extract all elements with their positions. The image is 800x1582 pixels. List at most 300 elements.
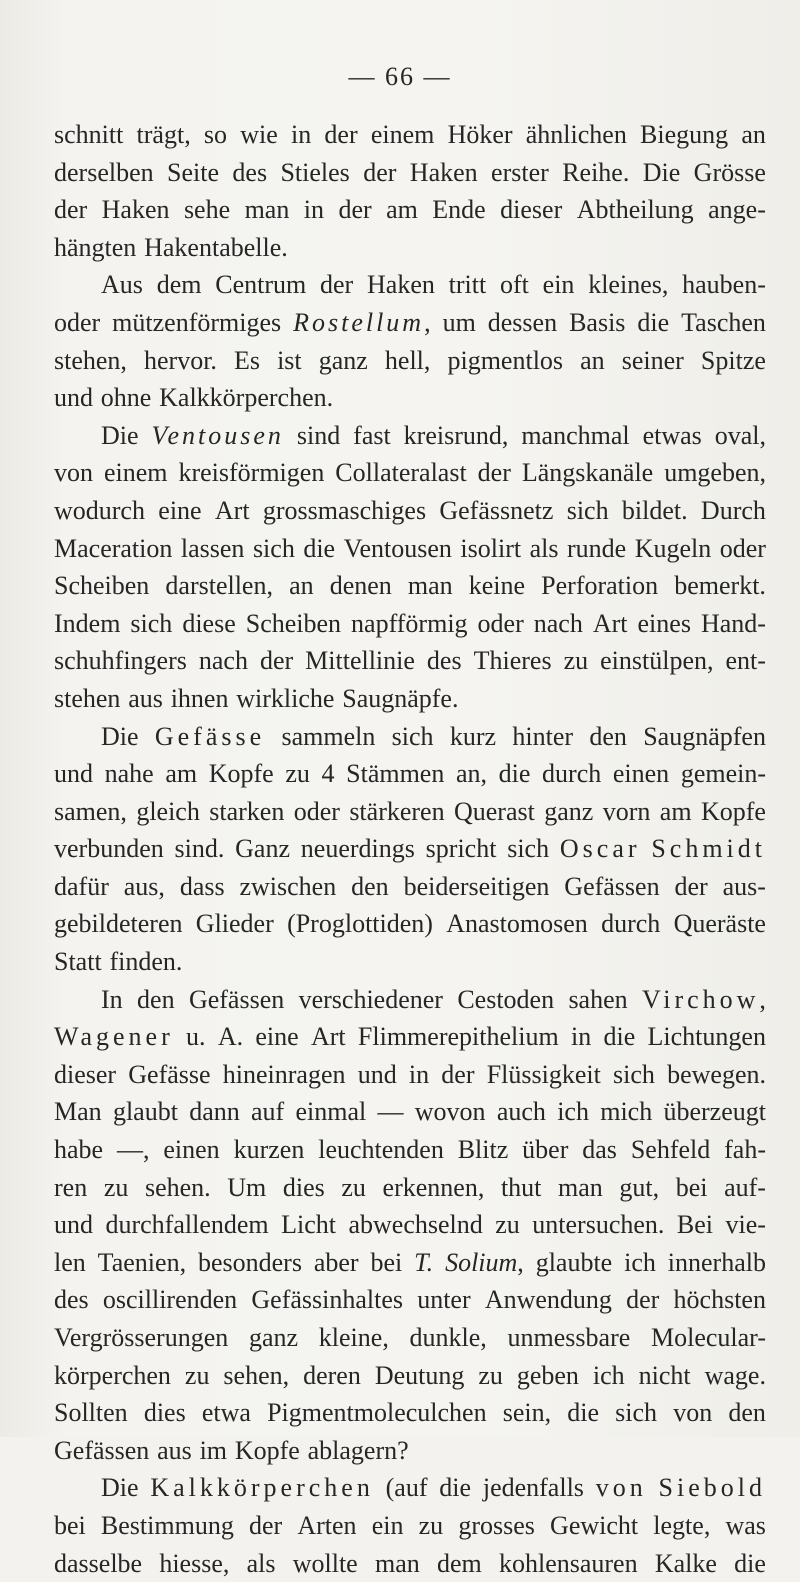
word: Collateralast: [335, 458, 467, 488]
word: Gefässen: [564, 871, 660, 901]
word: oft: [499, 270, 529, 300]
word: finden.: [109, 947, 183, 977]
word: Stieles: [280, 157, 350, 187]
word: man: [407, 571, 453, 601]
word: aus,: [123, 871, 165, 901]
text-line: [54, 530, 766, 568]
word: fast: [353, 420, 391, 450]
word: und: [54, 1210, 93, 1240]
word: Biegung: [640, 120, 729, 149]
word: diese: [182, 608, 236, 638]
word: die: [637, 307, 670, 337]
word: der: [363, 157, 397, 187]
word: seiner: [621, 345, 684, 375]
word: thut: [500, 1172, 542, 1202]
word: kohlensauren: [498, 1548, 638, 1578]
word: Anastomosen: [446, 909, 588, 939]
word: auf-: [724, 1172, 766, 1202]
word: darstellen,: [165, 571, 273, 601]
word: der: [477, 458, 511, 488]
word: habe: [54, 1135, 104, 1165]
word: oscillirenden: [102, 1285, 238, 1315]
word: Die: [101, 420, 139, 450]
word: Kalke: [654, 1548, 717, 1578]
word: —,: [116, 1135, 150, 1165]
word: kreisrund,: [403, 420, 509, 450]
word: einmal: [295, 1097, 367, 1127]
word: zu: [418, 1510, 444, 1540]
word: Hakentabelle.: [144, 232, 288, 262]
word: ich: [624, 1247, 656, 1277]
word: des: [426, 646, 462, 676]
word: der: [248, 1510, 283, 1540]
word: runde: [566, 533, 627, 563]
word: vie-: [725, 1210, 766, 1240]
word: Gefässen: [188, 984, 285, 1014]
word: der: [338, 195, 372, 225]
word: bei: [54, 1510, 86, 1540]
word: zu: [103, 1172, 129, 1202]
word: hell,: [384, 345, 431, 375]
word: Deutung: [374, 1360, 465, 1390]
word: Es: [234, 345, 260, 375]
word: der: [626, 1285, 660, 1315]
word: kleines,: [588, 270, 669, 300]
word: man: [244, 195, 290, 225]
word: hauben-: [682, 270, 766, 300]
word: ihnen: [170, 683, 229, 713]
word: die: [603, 1022, 636, 1052]
word: einem: [370, 120, 435, 149]
word: Durch: [700, 495, 766, 525]
word: in: [570, 1022, 592, 1052]
word: aus-: [722, 871, 766, 901]
text-line: [54, 454, 766, 492]
word: Taenien,: [97, 1247, 187, 1277]
word: bei: [675, 1172, 708, 1202]
word: Flimmerepithelium: [357, 1022, 559, 1052]
word: nach: [198, 646, 248, 676]
word: ich: [592, 1360, 625, 1390]
word: das: [582, 1135, 617, 1165]
word: Haken: [409, 157, 478, 187]
word: Ventousen: [343, 533, 452, 563]
word: sich: [130, 608, 173, 638]
word: eine: [158, 495, 202, 525]
word: Saugnäpfe.: [342, 683, 459, 713]
word: Sollten: [54, 1398, 128, 1428]
word: bemerkt.: [674, 571, 766, 601]
word: innerhalb: [667, 1247, 766, 1277]
word: auf: [251, 1097, 285, 1127]
word: bei: [370, 1247, 403, 1277]
word: man: [374, 1548, 420, 1578]
word: schnitt: [54, 120, 124, 149]
word: dunkle,: [409, 1323, 487, 1352]
word: lassen: [180, 533, 245, 563]
word: beiderseitigen: [403, 871, 550, 901]
word: des: [54, 1285, 89, 1315]
word: zu: [184, 1360, 210, 1390]
text-line: [54, 905, 766, 943]
text-line: [54, 1281, 766, 1319]
word: ganz: [248, 1323, 299, 1352]
word: Mittellinie: [305, 646, 415, 676]
word: am: [165, 759, 198, 789]
word: bildet.: [621, 495, 688, 525]
word: von: [673, 1398, 713, 1428]
word: trägt,: [136, 120, 191, 149]
word: Um: [227, 1172, 267, 1202]
word: hiesse,: [159, 1548, 230, 1578]
word: einen: [612, 759, 670, 789]
word: Scheiben: [245, 608, 342, 638]
text-line: [54, 191, 766, 229]
word: Scheiben: [54, 571, 150, 601]
text-line: [54, 567, 766, 605]
word: napfförmig: [351, 608, 468, 638]
text-line: [54, 417, 766, 455]
word: dies: [282, 1172, 325, 1202]
word: mich: [600, 1097, 653, 1127]
text-line: [54, 868, 766, 906]
word: Arten: [297, 1510, 357, 1540]
word: am: [659, 796, 692, 826]
word: spricht: [425, 834, 497, 864]
word: aus: [128, 683, 163, 713]
text-line: [54, 304, 766, 342]
word: körperchen: [54, 1360, 171, 1390]
word: Kopfe: [208, 759, 274, 789]
word: der: [674, 871, 708, 901]
word: oval,: [714, 420, 766, 450]
word: den: [137, 984, 175, 1014]
word: Art: [592, 608, 628, 638]
word: denen: [329, 571, 392, 601]
word: Glieder: [195, 909, 274, 939]
text-line: [54, 492, 766, 530]
text-line: [54, 1469, 766, 1507]
word: grosses: [458, 1510, 535, 1540]
text-line: [54, 342, 766, 380]
word: geben: [516, 1360, 579, 1390]
word: ganz: [544, 796, 594, 826]
text-line: [54, 793, 766, 831]
word: in: [408, 1059, 430, 1089]
word: den: [589, 721, 627, 751]
word: stehen,: [54, 345, 127, 375]
word: als: [529, 533, 559, 563]
word: deren: [303, 1360, 361, 1390]
text-line: [54, 1432, 766, 1470]
word: starken: [209, 796, 285, 826]
word: Reihe.: [562, 157, 630, 187]
word: Statt: [54, 947, 102, 977]
word: der: [320, 270, 354, 300]
word: Anwendung: [484, 1285, 612, 1315]
word: aber: [313, 1247, 359, 1277]
word: sahen: [568, 984, 628, 1014]
word: sind.: [174, 834, 225, 864]
word: u.: [186, 1022, 206, 1052]
word: erkennen,: [382, 1172, 485, 1202]
word: sich: [507, 834, 550, 864]
word: glaubt: [112, 1097, 178, 1127]
word: wovon: [414, 1097, 486, 1127]
word: gleich: [136, 796, 200, 826]
word: nahe: [104, 759, 154, 789]
text-line: [54, 1244, 766, 1282]
word: die: [498, 759, 531, 789]
word: in: [303, 195, 325, 225]
word: hineinragen: [222, 1059, 346, 1089]
word: in: [290, 120, 312, 149]
word: Schmidt: [651, 834, 766, 864]
word: Thieres: [473, 646, 552, 676]
word: verbunden: [54, 834, 164, 864]
word: Seite: [167, 157, 220, 187]
word: pigmentlos: [447, 345, 564, 375]
word: dass: [179, 871, 225, 901]
word: dieser: [54, 1059, 117, 1089]
text-line: [54, 1394, 766, 1432]
word: ähnlichen: [525, 120, 627, 149]
word: und: [54, 759, 93, 789]
word: A.: [217, 1022, 244, 1052]
word: Ende: [432, 195, 486, 225]
word: einem: [103, 458, 168, 488]
text-line: [54, 1357, 766, 1395]
word: leuchtenden: [318, 1135, 444, 1165]
word: und: [54, 383, 93, 413]
word: Ganz: [235, 834, 291, 864]
word: sich: [613, 1059, 655, 1089]
word: umgeben,: [664, 458, 766, 488]
word: Molecular-: [651, 1323, 766, 1352]
word: einstülpen,: [600, 646, 714, 676]
text-line: [54, 755, 766, 793]
word: Blitz: [457, 1135, 509, 1165]
word: Kopfe: [700, 796, 766, 826]
word: dem: [436, 1548, 482, 1578]
text-line: [54, 1545, 766, 1582]
word: ohne: [100, 383, 152, 413]
word: von: [54, 458, 93, 488]
word: dafür: [54, 871, 109, 901]
word: etwa: [201, 1398, 251, 1428]
word: Gewicht: [550, 1510, 639, 1540]
word: Gefässen: [54, 1435, 150, 1465]
word: gemein-: [680, 759, 766, 789]
word: einen: [163, 1135, 220, 1165]
word: derselben: [54, 157, 154, 187]
word: Indem: [54, 608, 121, 638]
word: Längskanäle: [521, 458, 654, 488]
text-line: [54, 229, 766, 267]
word: Die: [101, 1473, 139, 1503]
word: erster: [491, 157, 549, 187]
body-text: [54, 116, 766, 1582]
word: Queräste: [673, 909, 766, 939]
word: den: [728, 1398, 766, 1428]
word: wie: [240, 120, 278, 149]
word: ich: [557, 1097, 589, 1127]
text-line: [54, 1206, 766, 1244]
word: sammeln: [281, 721, 376, 751]
word: Ventousen: [151, 420, 284, 450]
word: vorn: [602, 796, 651, 826]
word: zu: [495, 1210, 520, 1240]
word: oder: [293, 796, 340, 826]
text-line: [54, 1018, 766, 1056]
word: Sehfeld: [630, 1135, 711, 1165]
word: Lichtungen: [647, 1022, 766, 1052]
word: Oscar: [559, 834, 641, 864]
word: Cestoden: [457, 984, 555, 1014]
word: kurz: [449, 721, 497, 751]
text-line: [54, 680, 766, 718]
word: tritt: [448, 270, 487, 300]
word: len: [54, 1247, 86, 1277]
word: zu: [478, 1360, 503, 1390]
word: Stämmen: [346, 759, 445, 789]
word: durch: [601, 909, 661, 939]
word: Haken: [367, 270, 435, 300]
word: an: [741, 120, 766, 149]
word: sind: [296, 420, 341, 450]
word: Spitze: [700, 345, 766, 375]
word: gut,: [619, 1172, 660, 1202]
word: oder: [54, 307, 101, 337]
word: eines: [637, 608, 691, 638]
word: auch: [496, 1097, 546, 1127]
word: Gefässe: [128, 1059, 211, 1089]
word: wirkliche: [236, 683, 335, 713]
word: unter: [417, 1285, 471, 1315]
word: dies: [143, 1398, 186, 1428]
word: Gefässnetz: [439, 495, 554, 525]
word: fah-: [724, 1135, 766, 1165]
word: durch: [542, 759, 602, 789]
word: die: [567, 1398, 600, 1428]
word: schuhfingers: [54, 646, 187, 676]
word: sehe: [183, 195, 231, 225]
word: was: [725, 1510, 766, 1540]
word: neuerdings: [300, 834, 415, 864]
text-line: [54, 642, 766, 680]
word: Basis: [569, 307, 626, 337]
word: Pigmentmoleculchen: [267, 1398, 487, 1428]
word: Taschen: [681, 307, 766, 337]
word: verschiedener: [298, 984, 443, 1014]
word: an,: [455, 759, 488, 789]
text-line: [54, 116, 766, 154]
word: von: [595, 1473, 647, 1503]
word: den: [351, 871, 389, 901]
word: Kalkkörperchen.: [159, 383, 334, 413]
word: Siebold: [658, 1473, 766, 1503]
text-line: [54, 981, 766, 1019]
word: Gefässe: [154, 721, 266, 751]
word: dem: [156, 270, 202, 300]
word: Art: [214, 495, 250, 525]
word: Solium,: [445, 1247, 524, 1277]
word: In: [101, 984, 123, 1014]
word: sich: [252, 533, 295, 563]
text-line: [54, 1056, 766, 1094]
word: wodurch: [54, 495, 145, 525]
word: zu: [341, 1172, 366, 1202]
word: im: [199, 1435, 228, 1465]
word: ent-: [725, 646, 766, 676]
word: Centrum: [215, 270, 307, 300]
page-number: — 66 —: [348, 62, 452, 91]
text-line: [54, 379, 766, 417]
word: zu: [285, 759, 310, 789]
word: die: [303, 533, 336, 563]
word: Querast: [453, 796, 535, 826]
word: jedenfalls: [482, 1473, 584, 1503]
word: Flüssigkeit: [486, 1059, 601, 1089]
word: am: [386, 195, 418, 225]
word: nicht: [638, 1360, 691, 1390]
word: man: [558, 1172, 603, 1202]
word: stärkeren: [349, 796, 445, 826]
word: hervor.: [144, 345, 217, 375]
word: T.: [414, 1247, 434, 1277]
word: kurzen: [233, 1135, 305, 1165]
word: sich: [566, 495, 609, 525]
word: Grösse: [693, 157, 766, 187]
word: Höker: [447, 120, 513, 149]
word: dieser: [500, 195, 563, 225]
word: ein: [542, 270, 575, 300]
word: über: [522, 1135, 569, 1165]
word: zu: [563, 646, 589, 676]
word: Gefässinhaltes: [251, 1285, 403, 1315]
word: Saugnäpfen: [643, 721, 766, 751]
word: zwischen: [239, 871, 337, 901]
word: und: [357, 1059, 397, 1089]
word: unmessbare: [507, 1323, 631, 1352]
word: ren: [54, 1172, 88, 1202]
word: an: [580, 345, 605, 375]
word: Vergrösserungen: [54, 1323, 229, 1352]
word: abwechselnd: [348, 1210, 483, 1240]
word: Aus: [101, 270, 143, 300]
word: als: [246, 1548, 276, 1578]
word: gebildeteren: [54, 909, 183, 939]
word: wollte: [292, 1548, 358, 1578]
word: Hand-: [700, 608, 766, 638]
word: sein,: [502, 1398, 552, 1428]
word: die: [439, 1473, 472, 1503]
word: 4: [321, 759, 335, 789]
word: höchsten: [673, 1285, 766, 1315]
word: Licht: [281, 1210, 336, 1240]
word: die: [734, 1548, 766, 1578]
word: aus: [157, 1435, 192, 1465]
word: sehen.: [144, 1172, 211, 1202]
word: glaubte: [535, 1247, 613, 1277]
word: dasselbe: [54, 1548, 143, 1578]
word: Die: [642, 157, 681, 187]
word: stehen: [54, 683, 121, 713]
word: nach: [533, 608, 583, 638]
word: hinter: [512, 721, 574, 751]
word: eine: [255, 1022, 299, 1052]
word: an: [289, 571, 314, 601]
